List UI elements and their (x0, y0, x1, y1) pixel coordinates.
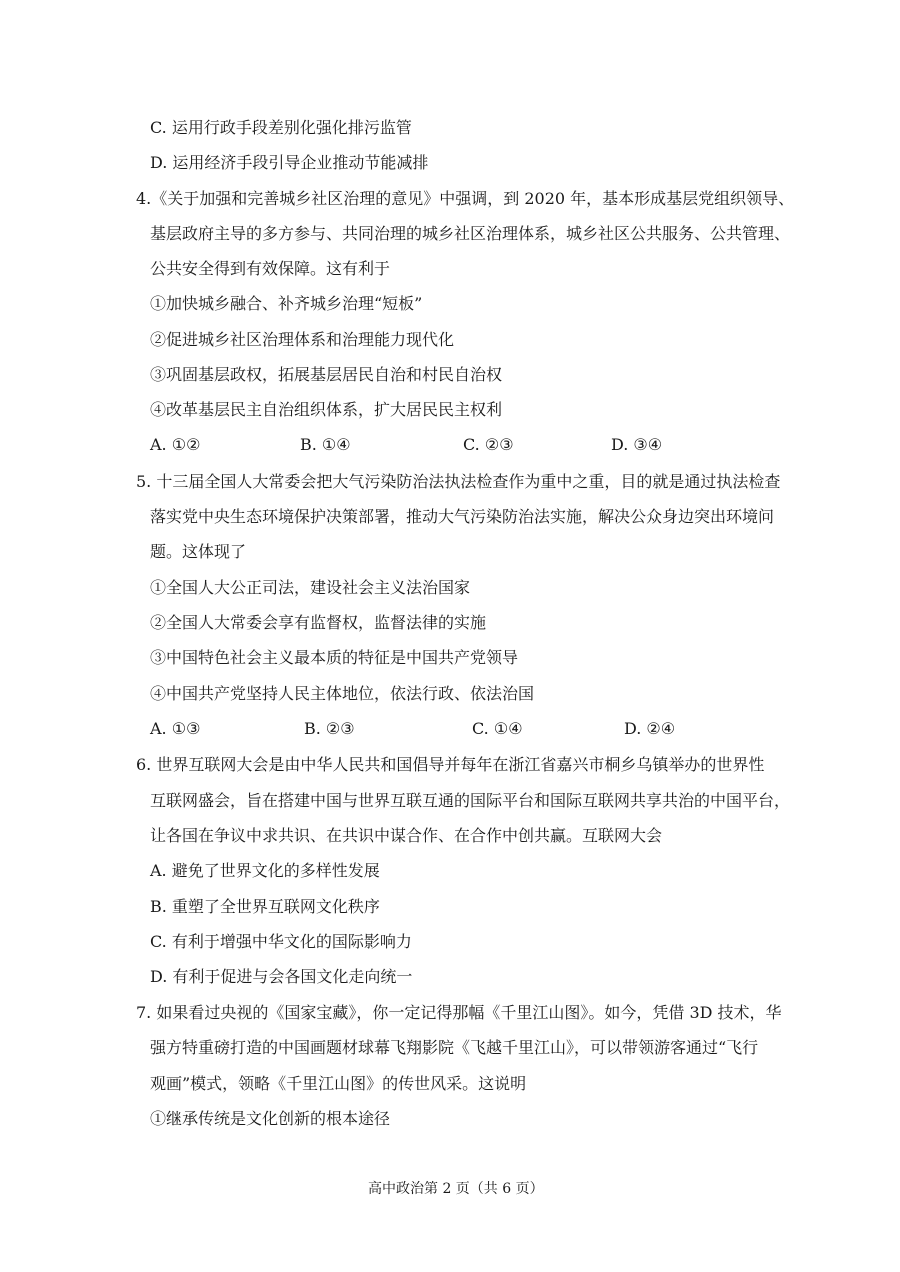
q5-options (150, 719, 750, 739)
q7-stem-line: 观画”模式，领略《千里江山图》的传世风采。这说明 (150, 1074, 527, 1093)
q5-item: ④中国共产党坚持人民主体地位，依法行政、依法治国 (150, 684, 535, 703)
q5-option-b: B. ②③ (304, 719, 355, 738)
q7-stem-line: 7. 如果看过央视的《国家宝藏》，你一定记得那幅《千里江山图》。如今，凭借 3D 技术，华 (136, 1003, 782, 1022)
q4-option-a: A. ①② (150, 435, 201, 454)
q7-stem-line: 强方特重磅打造的中国画题材球幕飞翔影院《飞越千里江山》，可以带领游客通过“飞行 (150, 1038, 759, 1057)
q4-item: ④改革基层民主自治组织体系，扩大居民民主权利 (150, 400, 503, 419)
q5-option-d: D. ②④ (624, 719, 676, 738)
q5-stem-line: 题。这体现了 (150, 542, 247, 561)
q6-option-d: D. 有利于促进与会各国文化走向统一 (150, 967, 413, 986)
q5-item: ①全国人大公正司法，建设社会主义法治国家 (150, 578, 471, 597)
q5-stem-line: 落实党中央生态环境保护决策部署，推动大气污染防治法实施，解决公众身边突出环境问 (150, 507, 775, 526)
q5-option-c: C. ①④ (472, 719, 523, 738)
q7-item: ①继承传统是文化创新的根本途径 (150, 1109, 391, 1128)
q5-option-a: A. ①③ (150, 719, 201, 738)
q3-option-d: D. 运用经济手段引导企业推动节能减排 (150, 153, 429, 172)
q4-stem-line: 基层政府主导的多方参与、共同治理的城乡社区治理体系，城乡社区公共服务、公共管理、 (150, 224, 791, 243)
q4-item: ③巩固基层政权，拓展基层居民自治和村民自治权 (150, 365, 503, 384)
q4-option-b: B. ①④ (300, 435, 351, 454)
q5-stem-line: 5. 十三届全国人大常委会把大气污染防治法执法检查作为重中之重，目的就是通过执法检查 (136, 472, 781, 491)
q6-option-b: B. 重塑了全世界互联网文化秩序 (150, 897, 380, 916)
q4-option-c: C. ②③ (463, 435, 514, 454)
q4-option-d: D. ③④ (611, 435, 663, 454)
q6-stem-line: 让各国在争议中求共识、在共识中谋合作、在合作中创共赢。互联网大会 (150, 826, 663, 845)
q3-option-c: C. 运用行政手段差别化强化排污监管 (150, 118, 412, 137)
q5-item: ②全国人大常委会享有监督权，监督法律的实施 (150, 613, 487, 632)
q4-item: ①加快城乡融合、补齐城乡治理“短板” (150, 294, 423, 313)
q4-options (150, 435, 750, 455)
q4-item: ②促进城乡社区治理体系和治理能力现代化 (150, 330, 455, 349)
q5-item: ③中国特色社会主义最本质的特征是中国共产党领导 (150, 648, 519, 667)
q6-stem-line: 互联网盛会，旨在搭建中国与世界互联互通的国际平台和国际互联网共享共治的中国平台， (150, 791, 791, 810)
q4-stem-line: 4.《关于加强和完善城乡社区治理的意见》中强调，到 2020 年，基本形成基层党组织领导、 (136, 189, 795, 208)
q4-stem-line: 公共安全得到有效保障。这有利于 (150, 259, 391, 278)
q6-option-a: A. 避免了世界文化的多样性发展 (150, 861, 380, 880)
q6-option-c: C. 有利于增强中华文化的国际影响力 (150, 932, 412, 951)
q6-stem-line: 6. 世界互联网大会是由中华人民共和国倡导并每年在浙江省嘉兴市桐乡乌镇举办的世界性 (136, 755, 765, 774)
page-footer: 高中政治第 2 页（共 6 页） (368, 1181, 544, 1197)
